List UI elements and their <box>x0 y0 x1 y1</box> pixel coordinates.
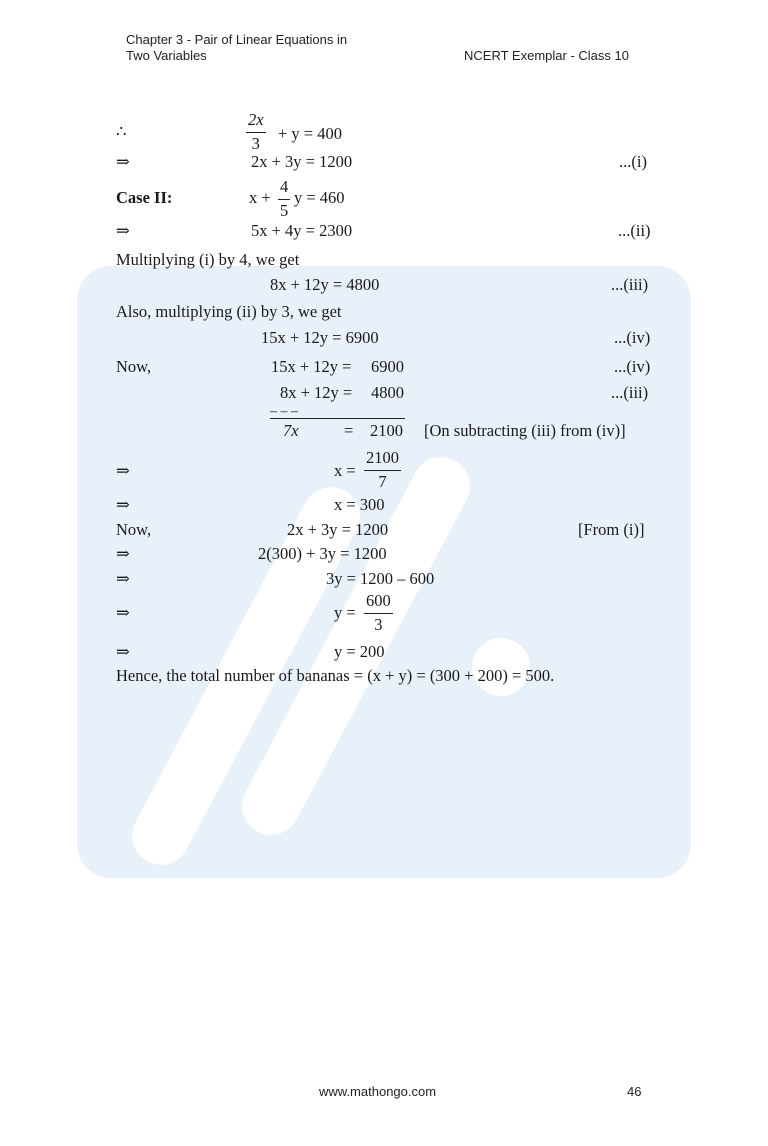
fraction-denominator: 3 <box>251 133 260 153</box>
chapter-title-line2: Two Variables <box>126 48 207 63</box>
subtraction-value: 4800 <box>371 383 404 402</box>
fraction-2100-over-7 <box>364 450 401 490</box>
equation-text: 8x + 12y = 4800 <box>270 275 380 294</box>
equation-tag: ...(iii) <box>611 383 649 402</box>
equation-text: y = 200 <box>334 642 385 661</box>
result-value: 2100 <box>370 421 403 440</box>
therefore-symbol: ∴ <box>116 122 127 141</box>
fraction-numerator: 2x <box>246 112 266 133</box>
fraction-600-over-3 <box>364 593 393 633</box>
fraction-denominator: 3 <box>374 614 383 634</box>
implies-symbol: ⇒ <box>116 152 130 171</box>
equation-tag: ...(iv) <box>614 357 651 376</box>
fraction-2x-over-3 <box>246 112 266 152</box>
implies-symbol: ⇒ <box>116 461 130 480</box>
equation-text: x + <box>249 188 271 207</box>
step-text: Now, <box>116 520 152 539</box>
fraction-denominator: 7 <box>378 471 387 491</box>
subtraction-note: [On subtracting (iii) from (iv)] <box>424 421 626 440</box>
book-title: NCERT Exemplar - Class 10 <box>464 48 629 63</box>
step-text: Multiplying (i) by 4, we get <box>116 250 300 269</box>
equation-text: 2x + 3y = 1200 <box>251 152 353 171</box>
implies-symbol: ⇒ <box>116 569 130 588</box>
implies-symbol: ⇒ <box>116 642 130 661</box>
case-heading: Case II: <box>116 188 173 207</box>
page-number: 46 <box>627 1084 642 1099</box>
chapter-title-line1: Chapter 3 - Pair of Linear Equations in <box>126 32 348 47</box>
equation-text: 2(300) + 3y = 1200 <box>258 544 387 563</box>
result-equals: = <box>344 421 354 440</box>
equation-text: + y = 400 <box>278 124 342 143</box>
fraction-4-over-5 <box>278 179 290 219</box>
subtraction-value: 6900 <box>371 357 404 376</box>
implies-symbol: ⇒ <box>116 603 130 622</box>
equation-text: x = <box>334 461 356 480</box>
step-text: Also, multiplying (ii) by 3, we get <box>116 302 342 321</box>
fraction-numerator: 4 <box>278 179 290 200</box>
equation-tag: ...(iii) <box>611 275 649 294</box>
subtraction-row-2: 8x + 12y = <box>280 383 353 402</box>
fraction-denominator: 5 <box>280 200 289 220</box>
step-text: Now, <box>116 357 152 376</box>
equation-text: 3y = 1200 – 600 <box>326 569 435 588</box>
equation-tag: ...(ii) <box>618 221 651 240</box>
subtraction-row-1: 15x + 12y = <box>271 357 352 376</box>
equation-text: x = 300 <box>334 495 385 514</box>
reference-note: [From (i)] <box>578 520 645 539</box>
equation-text: y = 460 <box>294 188 345 207</box>
implies-symbol: ⇒ <box>116 495 130 514</box>
equation-text: y = <box>334 603 356 622</box>
subtraction-signs: – – – <box>270 404 298 419</box>
equation-text: 15x + 12y = 6900 <box>261 328 379 347</box>
website-link[interactable]: www.mathongo.com <box>319 1084 437 1099</box>
implies-symbol: ⇒ <box>116 221 130 240</box>
equation-text: 2x + 3y = 1200 <box>287 520 389 539</box>
conclusion-text: Hence, the total number of bananas = (x + y) = (300 + 200) = 500. <box>116 666 555 685</box>
subtraction-rule <box>270 418 405 419</box>
result-left: 7x <box>283 421 299 440</box>
equation-tag: ...(i) <box>619 152 647 171</box>
equation-text: 5x + 4y = 2300 <box>251 221 353 240</box>
implies-symbol: ⇒ <box>116 544 130 563</box>
fraction-numerator: 2100 <box>364 450 401 471</box>
equation-tag: ...(iv) <box>614 328 651 347</box>
fraction-numerator: 600 <box>364 593 393 614</box>
